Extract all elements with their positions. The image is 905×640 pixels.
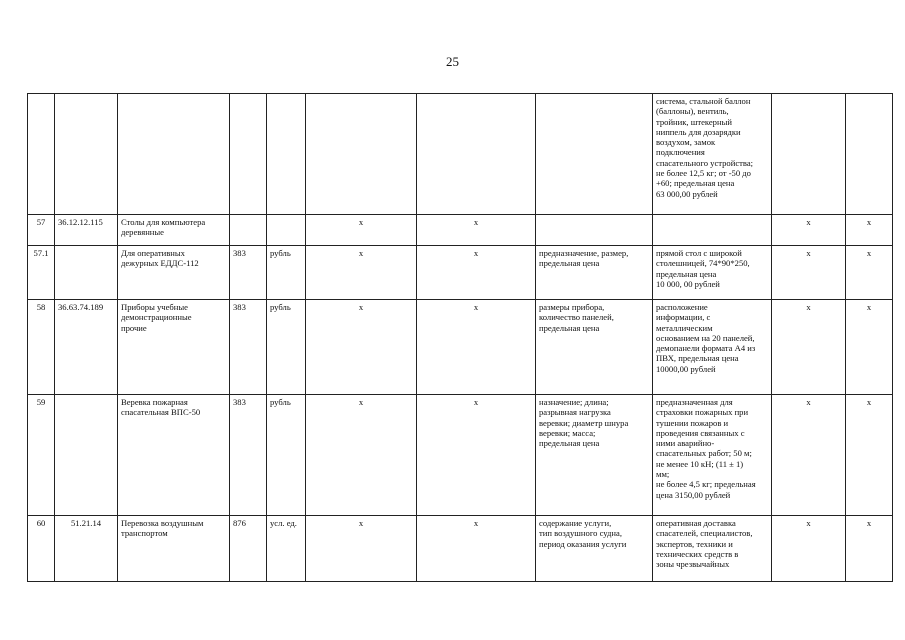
value-cell [653,215,772,246]
col11-cell: x [846,215,893,246]
table-row [28,300,893,395]
okei-cell: 383 [230,395,267,516]
row-number-cell [28,94,55,215]
col10-cell: x [772,516,846,582]
okei-cell: 383 [230,246,267,300]
col7-cell: x [417,395,536,516]
name-cell: Веревка пожарная спасательная ВПС-50 [118,395,230,516]
col11-cell: x [846,300,893,395]
col7-cell: x [417,246,536,300]
okei-cell: 876 [230,516,267,582]
col11-cell [846,94,893,215]
value-cell: оперативная доставка спасателей, специалистов, экспертов, техники и технических средств в зоны чрезвычайных [653,516,772,582]
name-cell: Приборы учебные демонстрационные прочие [118,300,230,395]
table-row [28,215,893,246]
code-cell [55,395,118,516]
property-cell: содержание услуги, тип воздушного судна, период оказания услуги [536,516,653,582]
value-cell: расположение информации, с металлическим основанием на 20 панелей, демопанели формата А4 из ПВХ, предельная цена 10000,00 рублей [653,300,772,395]
characteristics-table [27,93,893,582]
unit-cell: рубль [267,395,306,516]
okei-cell [230,94,267,215]
value-cell: система, стальной баллон (баллоны), вентиль, тройник, штекерный ниппель для дозарядки воздухом, замок подключения спасательного устройства; не более 12,5 кг; от -50 до +60; предельная цена 63 000,00 рублей [653,94,772,215]
col10-cell: x [772,246,846,300]
row-number-cell: 58 [28,300,55,395]
col11-cell: x [846,395,893,516]
unit-cell [267,94,306,215]
row-number-cell: 57.1 [28,246,55,300]
property-cell: назначение; длина; разрывная нагрузка веревки; диаметр шнура веревки; масса; предельная цена [536,395,653,516]
col7-cell: x [417,516,536,582]
col6-cell: x [306,516,417,582]
col11-cell: x [846,246,893,300]
name-cell [118,94,230,215]
value-cell: предназначенная для страховки пожарных при тушении пожаров и проведения связанных с ними аварийно- спасательных работ; 50 м; не менее 10 кН; (11 ± 1) мм; не более 4,5 кг; предельная цена 3150,00 рублей [653,395,772,516]
okei-cell [230,215,267,246]
col6-cell: x [306,246,417,300]
value-cell: прямой стол с широкой столешницей, 74*90*250, предельная цена 10 000, 00 рублей [653,246,772,300]
row-number-cell: 57 [28,215,55,246]
col7-cell [417,94,536,215]
col10-cell [772,94,846,215]
table-row [28,94,893,215]
property-cell: размеры прибора, количество панелей, предельная цена [536,300,653,395]
col6-cell: x [306,395,417,516]
okei-cell: 383 [230,300,267,395]
row-number-cell: 60 [28,516,55,582]
name-cell: Для оперативных дежурных ЕДДС-112 [118,246,230,300]
col6-cell [306,94,417,215]
col10-cell: x [772,300,846,395]
table-row [28,395,893,516]
code-cell [55,94,118,215]
code-cell: 36.63.74.189 [55,300,118,395]
code-cell: 51.21.14 [55,516,118,582]
code-cell: 36.12.12.115 [55,215,118,246]
name-cell: Перевозка воздушным транспортом [118,516,230,582]
table-row [28,516,893,582]
col10-cell: x [772,215,846,246]
page-number: 25 [446,54,459,69]
row-number-cell: 59 [28,395,55,516]
col6-cell: x [306,215,417,246]
col6-cell: x [306,300,417,395]
unit-cell [267,215,306,246]
col11-cell: x [846,516,893,582]
unit-cell: рубль [267,300,306,395]
table-row [28,246,893,300]
property-cell: предназначение, размер, предельная цена [536,246,653,300]
property-cell [536,94,653,215]
unit-cell: рубль [267,246,306,300]
col10-cell: x [772,395,846,516]
unit-cell: усл. ед. [267,516,306,582]
property-cell [536,215,653,246]
col7-cell: x [417,215,536,246]
code-cell [55,246,118,300]
name-cell: Столы для компьютера деревянные [118,215,230,246]
col7-cell: x [417,300,536,395]
